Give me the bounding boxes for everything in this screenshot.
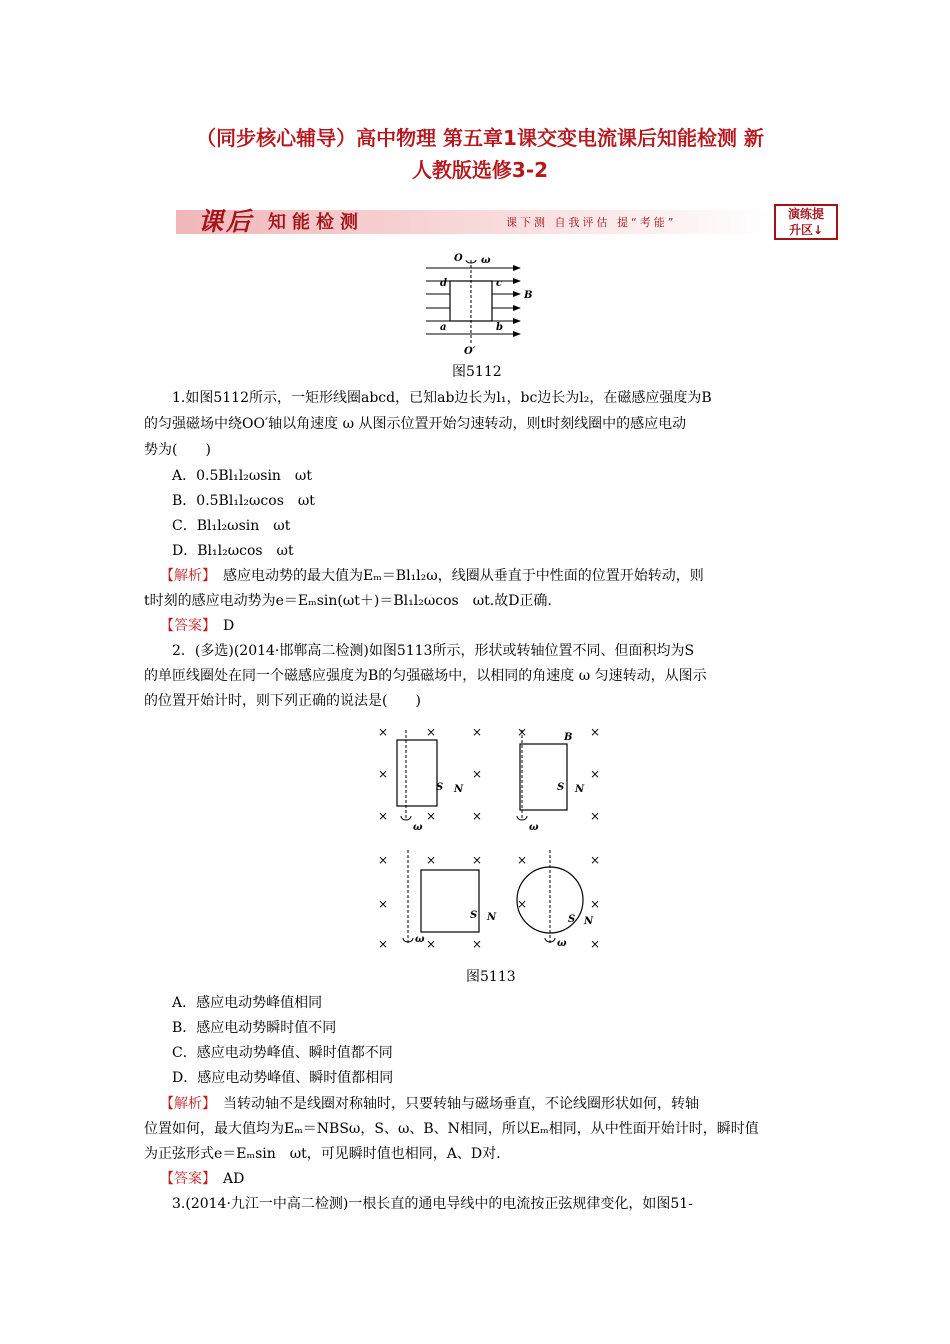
figure-5112-caption: 图5112 — [452, 364, 502, 380]
label-d: d — [440, 278, 447, 289]
field-cross-mark: × — [426, 725, 437, 739]
field-cross-mark: × — [590, 853, 601, 867]
label-b-field: B — [564, 732, 573, 743]
q2-answer-value: AD — [209, 1171, 245, 1187]
field-cross-mark: × — [378, 853, 389, 867]
q2-analysis-line-2: 位置如何，最大值均为Eₘ＝NBSω，S、ω、B、N相同，所以Eₘ相同，从中性面开始计时，瞬时值 — [144, 1121, 759, 1137]
q1-option-b: B．0.5Bl₁l₂ωcos ωt — [172, 493, 315, 509]
field-cross-mark: × — [517, 725, 528, 739]
q1-line-1: 1.如图5112所示，一矩形线圈abcd，已知ab边长为l₁，bc边长为l₂，在磁感应强度为B — [172, 390, 712, 406]
analysis-tag: 【解析】 — [160, 1096, 209, 1112]
q2-analysis-text-1: 当转动轴不是线圈对称轴时，只要转轴与磁场垂直，不论线圈形状如何，转轴 — [209, 1096, 699, 1112]
q1-answer-value: D — [209, 618, 235, 634]
label-omega: ω — [529, 822, 539, 833]
label-o-prime: O′ — [464, 346, 476, 356]
q1-option-c: C．Bl₁l₂ωsin ωt — [172, 518, 291, 534]
label-n: N — [584, 916, 594, 927]
label-s: S — [568, 914, 576, 925]
field-cross-mark: × — [378, 897, 389, 911]
banner-big-text: 课后 — [198, 207, 255, 236]
label-s: S — [470, 910, 478, 921]
field-cross-mark: × — [378, 725, 389, 739]
title-line-1: （同步核心辅导）高中物理 第五章1课交变电流课后知能检测 新 — [196, 126, 764, 150]
label-omega: ω — [481, 255, 491, 266]
q2-line-1: 2．(多选)(2014·邯郸高二检测)如图5113所示，形状或转轴位置不同、但面积均为S — [172, 643, 695, 659]
q2-answer — [160, 1166, 244, 1192]
label-n: N — [454, 784, 464, 795]
label-omega: ω — [413, 822, 423, 833]
figure-5113 — [368, 724, 608, 956]
q1-line-2: 的匀强磁场中绕OO′轴以角速度 ω 从图示位置开始匀速转动，则t时刻线圈中的感应电动 — [144, 416, 687, 432]
q1-analysis-line-1 — [160, 563, 704, 589]
field-cross-mark: × — [426, 937, 437, 951]
field-cross-mark: × — [590, 937, 601, 951]
banner-box-line-1: 演练提 — [787, 207, 824, 221]
field-cross-mark: × — [472, 853, 483, 867]
field-cross-mark: × — [590, 725, 601, 739]
answer-tag: 【答案】 — [160, 618, 209, 634]
q2-analysis-line-3: 为正弦形式e＝Eₘsin ωt，可见瞬时值也相同，A、D对. — [144, 1146, 501, 1162]
label-s: S — [557, 782, 565, 793]
field-cross-mark: × — [590, 767, 601, 781]
field-cross-mark: × — [378, 767, 389, 781]
q1-option-a: A．0.5Bl₁l₂ωsin ωt — [172, 468, 312, 484]
banner-subtitle: 课下测 自我评估 提“考能” — [506, 216, 677, 229]
banner-box — [774, 204, 838, 240]
q2-option-b: B．感应电动势瞬时值不同 — [172, 1020, 337, 1036]
q2-option-a: A．感应电动势峰值相同 — [172, 995, 323, 1011]
label-b-field: B — [524, 290, 533, 301]
label-n: N — [575, 784, 585, 795]
field-cross-mark: × — [472, 725, 483, 739]
figure-5112 — [420, 248, 540, 356]
field-cross-mark: × — [472, 767, 483, 781]
q2-option-d: D．感应电动势峰值、瞬时值都相同 — [172, 1070, 394, 1086]
q1-line-3: 势为( ) — [144, 442, 211, 458]
label-b: b — [496, 322, 503, 333]
field-cross-mark: × — [517, 853, 528, 867]
field-cross-mark: × — [426, 809, 437, 823]
q1-option-d: D．Bl₁l₂ωcos ωt — [172, 543, 294, 559]
q2-analysis-line-1 — [160, 1091, 699, 1117]
title-line-2: 人教版选修3-2 — [411, 158, 549, 182]
q3-line-1: 3.(2014·九江一中高二检测)一根长直的通电导线中的电流按正弦规律变化，如图51- — [172, 1196, 693, 1212]
q1-analysis-line-2: t时刻的感应电动势为e＝Eₘsin(ωt＋)＝Bl₁l₂ωcos ωt.故D正确. — [144, 593, 552, 609]
page-title — [140, 122, 820, 186]
banner-mid-text: 知能检测 — [268, 212, 364, 233]
q2-line-3: 的位置开始计时，则下列正确的说法是( ) — [144, 693, 421, 709]
coil-2 — [520, 744, 567, 810]
field-cross-mark: × — [378, 809, 389, 823]
answer-tag: 【答案】 — [160, 1171, 209, 1187]
banner-box-line-2: 升区↓ — [788, 223, 824, 237]
q1-analysis-text-1: 感应电动势的最大值为Eₘ＝Bl₁l₂ω，线圈从垂直于中性面的位置开始转动，则 — [209, 568, 704, 584]
label-a: a — [440, 322, 447, 333]
field-cross-mark: × — [472, 809, 483, 823]
label-n: N — [487, 912, 497, 923]
label-omega: ω — [557, 938, 567, 949]
q1-answer — [160, 613, 234, 639]
label-c: c — [496, 278, 503, 289]
label-o: O — [454, 253, 463, 264]
banner-bar — [176, 210, 774, 234]
analysis-tag: 【解析】 — [160, 568, 209, 584]
label-s: S — [436, 782, 444, 793]
field-cross-mark: × — [590, 809, 601, 823]
figure-5113-caption: 图5113 — [466, 969, 516, 985]
field-cross-mark: × — [590, 897, 601, 911]
field-cross-mark: × — [517, 897, 528, 911]
field-cross-mark: × — [472, 937, 483, 951]
coil-1 — [397, 740, 437, 806]
field-cross-mark: × — [378, 937, 389, 951]
label-omega: ω — [415, 934, 425, 945]
q2-line-2: 的单匝线圈处在同一个磁感应强度为B的匀强磁场中，以相同的角速度 ω 匀速转动，从图示 — [144, 668, 707, 684]
field-cross-mark: × — [426, 853, 437, 867]
q2-option-c: C．感应电动势峰值、瞬时值都不同 — [172, 1045, 393, 1061]
section-banner — [176, 202, 840, 240]
coil-3 — [421, 870, 479, 932]
